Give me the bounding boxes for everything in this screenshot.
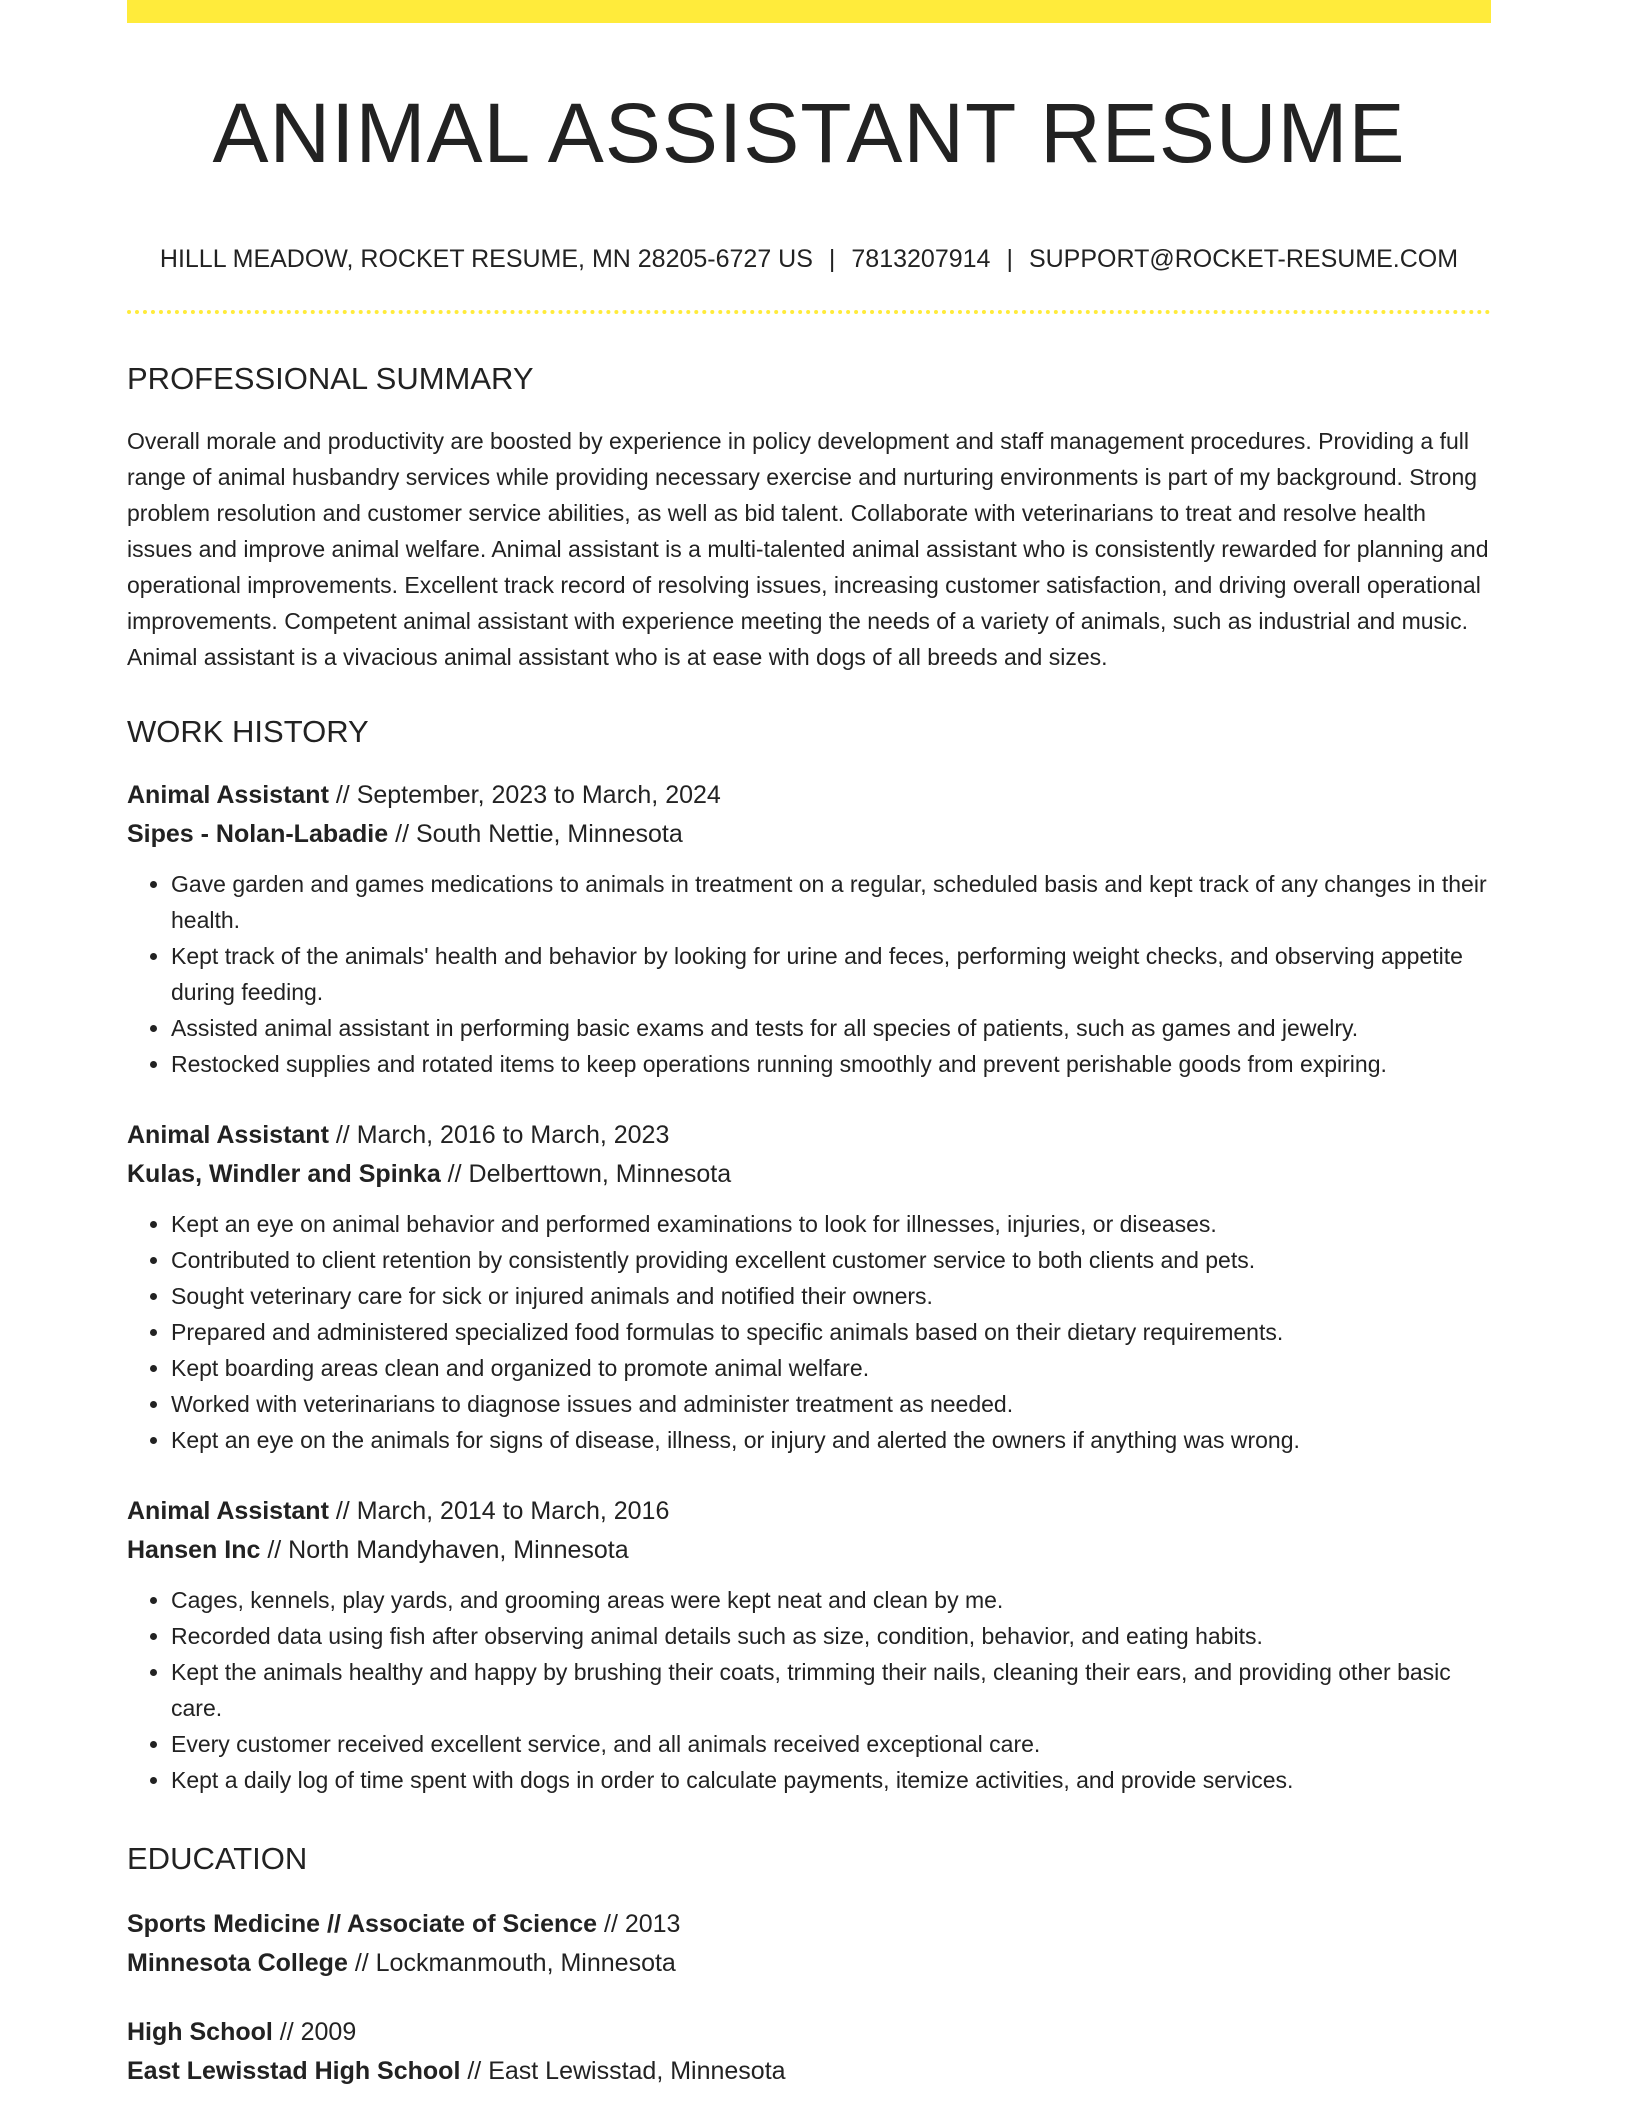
job-bullet: • Recorded data using fish after observing animal details such as size, condition, behavior, and eating habits. [171,1618,1491,1654]
job-bullet: • Kept an eye on the animals for signs of disease, illness, or injury and alerted the owners if anything was wrong. [171,1422,1491,1458]
job-company-line [127,815,1491,854]
resume-page [127,0,1491,2091]
job-bullet: • Sought veterinary care for sick or injured animals and notified their owners. [171,1278,1491,1314]
education-location: // East Lewisstad, Minnesota [460,2057,786,2086]
professional-summary-section [127,360,1491,675]
education-section [127,1840,1491,2091]
job-list [127,776,1491,1798]
job-bullet: • Kept boarding areas clean and organized to promote animal welfare. [171,1350,1491,1386]
contact-address: HILLL MEADOW, ROCKET RESUME, MN 28205-6727 US [159,244,813,273]
job-bullet-list [127,1582,1491,1798]
job-bullet: • Cages, kennels, play yards, and grooming areas were kept neat and clean by me. [171,1582,1491,1618]
job-bullet: • Worked with veterinarians to diagnose issues and administer treatment as needed. [171,1386,1491,1422]
job-location: // South Nettie, Minnesota [388,820,683,849]
education-school-line [127,2052,1491,2091]
job-location: // North Mandyhaven, Minnesota [260,1536,629,1565]
job-dates: // March, 2014 to March, 2016 [328,1497,670,1526]
section-heading-summary: PROFESSIONAL SUMMARY [127,360,534,396]
job-location: // Delberttown, Minnesota [440,1160,732,1189]
job-bullet: • Prepared and administered specialized food formulas to specific animals based on their dietary requirements. [171,1314,1491,1350]
job-company: Kulas, Windler and Spinka [127,1160,441,1189]
education-location: // Lockmanmouth, Minnesota [347,1949,676,1978]
job-entry [127,1116,1491,1458]
job-bullet: • Assisted animal assistant in performing basic exams and tests for all species of patients, such as games and jewelry. [171,1010,1491,1046]
job-bullet: • Gave garden and games medications to animals in treatment on a regular, scheduled basis and kept track of any changes in their health. [171,866,1491,938]
job-bullet: • Kept the animals healthy and happy by brushing their coats, trimming their nails, cleaning their ears, and providing other basic care. [171,1654,1491,1726]
job-title: Animal Assistant [127,781,329,810]
contact-phone: 7813207914 [851,244,991,273]
contact-line [127,244,1491,274]
education-year: // 2009 [272,2018,357,2047]
summary-paragraph: Overall morale and productivity are boosted by experience in policy development and staff management procedures. Providing a full range of animal husbandry services while providing necessary exercise and nurturing environments is part of my background. Strong problem resolution and customer service abilities, as well as bid talent. Collaborate with veterinarians to treat and resolve health issues and improve animal welfare. Animal assistant is a multi-talented animal assistant who is consistently rewarded for planning and operational improvements. Excellent track record of resolving issues, increasing customer satisfaction, and driving overall operational improvements. Competent animal assistant with experience meeting the needs of a variety of animals, such as industrial and music. Animal assistant is a vivacious animal assistant who is at ease with dogs of all breeds and sizes. [127,427,1489,670]
job-bullet: • Kept an eye on animal behavior and performed examinations to look for illnesses, injuries, or diseases. [171,1206,1491,1242]
education-degree: High School [127,2018,273,2047]
job-bullet: • Restocked supplies and rotated items to keep operations running smoothly and prevent perishable goods from expiring. [171,1046,1491,1082]
education-degree-line [127,2013,1491,2052]
job-bullet-list [127,866,1491,1082]
job-bullet: • Contributed to client retention by consistently providing excellent customer service to both clients and pets. [171,1242,1491,1278]
education-list [127,1905,1491,2091]
work-history-section [127,713,1491,1798]
top-accent-bar [127,0,1491,23]
education-degree-line [127,1905,1491,1944]
job-title: Animal Assistant [127,1497,329,1526]
job-company: Hansen Inc [127,1536,261,1565]
section-heading-education: EDUCATION [127,1841,308,1877]
job-entry [127,1492,1491,1798]
job-bullet: • Every customer received excellent service, and all animals received exceptional care. [171,1726,1491,1762]
contact-separator: | [828,244,836,273]
job-dates: // September, 2023 to March, 2024 [328,781,721,810]
job-dates: // March, 2016 to March, 2023 [328,1121,670,1150]
job-title: Animal Assistant [127,1121,329,1150]
resume-title: ANIMAL ASSISTANT RESUME [212,86,1406,180]
education-entry [127,2013,1491,2091]
education-degree: Sports Medicine // Associate of Science [127,1910,598,1939]
job-bullet: • Kept track of the animals' health and behavior by looking for urine and feces, performing weight checks, and observing appetite during feeding. [171,938,1491,1010]
job-bullet: • Kept a daily log of time spent with dogs in order to calculate payments, itemize activities, and provide services. [171,1762,1491,1798]
education-school-line [127,1944,1491,1983]
job-title-line [127,1492,1491,1531]
education-school: East Lewisstad High School [127,2057,461,2086]
contact-separator: | [1006,244,1013,273]
job-title-line [127,776,1491,815]
job-company-line [127,1155,1491,1194]
education-entry [127,1905,1491,1983]
education-year: // 2013 [597,1910,681,1939]
section-heading-work-history: WORK HISTORY [127,713,369,749]
education-school: Minnesota College [127,1949,348,1978]
job-company-line [127,1531,1491,1570]
job-entry [127,776,1491,1082]
dotted-divider [127,310,1491,314]
contact-email: SUPPORT@ROCKET-RESUME.COM [1028,244,1459,273]
job-title-line [127,1116,1491,1155]
job-bullet-list [127,1206,1491,1458]
job-company: Sipes - Nolan-Labadie [127,820,389,849]
